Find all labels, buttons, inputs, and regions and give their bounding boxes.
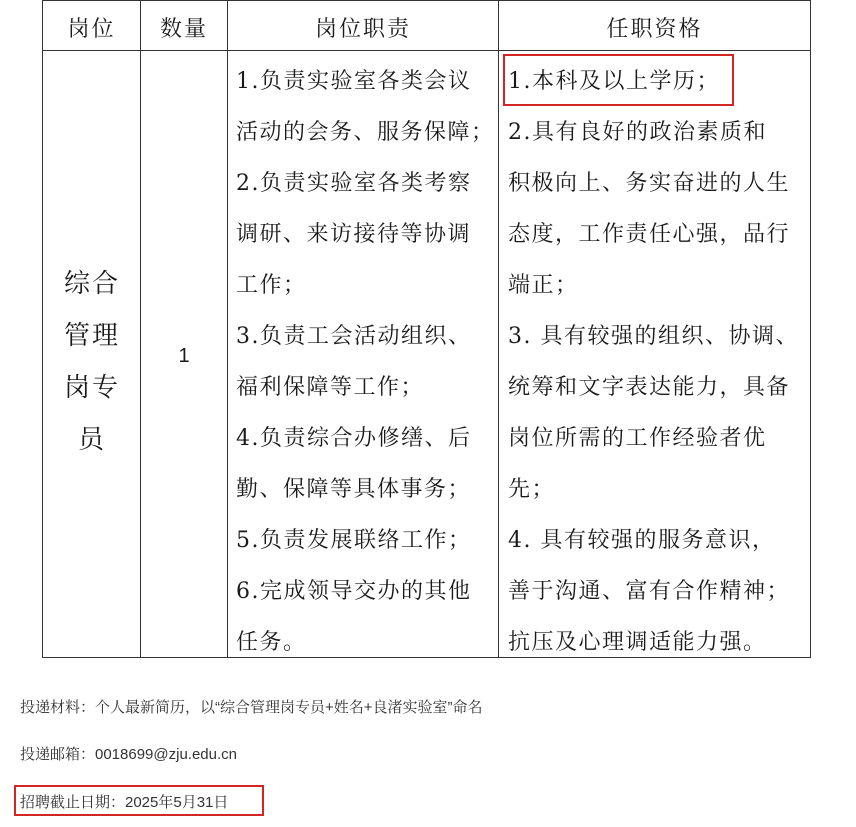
qualification-line: 1.本科及以上学历；	[508, 69, 720, 94]
duty-line: 4.负责综合办修缮、后	[236, 426, 472, 451]
duty-line: 工作；	[236, 273, 307, 298]
application-email: 投递邮箱：0018699@zju.edu.cn	[20, 746, 238, 763]
qualification-line: 4. 具有较强的服务意识，	[508, 528, 776, 553]
header-qualifications: 任职资格	[606, 17, 703, 42]
position-name-line: 岗专	[63, 373, 120, 403]
position-count: 1	[178, 345, 190, 367]
position-name-line: 员	[77, 425, 106, 455]
table-border-right	[810, 0, 811, 658]
column-divider	[227, 0, 228, 658]
position-name-line: 管理	[63, 321, 120, 351]
deadline-highlight-box	[14, 785, 264, 816]
qualification-line: 态度，工作责任心强，品行	[508, 222, 791, 247]
column-divider	[140, 0, 141, 658]
duty-line: 2.负责实验室各类考察	[236, 171, 472, 196]
duty-line: 活动的会务、服务保障；	[236, 120, 495, 145]
header-duties: 岗位职责	[314, 17, 411, 42]
education-highlight-box	[503, 54, 734, 106]
duty-line: 福利保障等工作；	[236, 375, 425, 400]
qualification-line: 抗压及心理调适能力强。	[508, 630, 767, 655]
application-deadline: 招聘截止日期：2025年5月31日	[20, 794, 229, 811]
qualification-line: 积极向上、务实奋进的人生	[508, 171, 791, 196]
duty-line: 任务。	[236, 630, 307, 655]
duty-line: 1.负责实验室各类会议	[236, 69, 472, 94]
column-divider	[498, 0, 499, 658]
qualification-line: 先；	[508, 477, 556, 502]
qualification-line: 岗位所需的工作经验者优	[508, 426, 767, 451]
table-border-top	[42, 0, 811, 1]
qualifications-cell	[508, 56, 799, 668]
table-header-divider	[42, 50, 811, 51]
table-border-left	[42, 0, 43, 658]
duty-line: 调研、来访接待等协调	[236, 222, 472, 247]
qualification-line: 善于沟通、富有合作精神；	[508, 579, 791, 604]
qualification-line: 3. 具有较强的组织、协调、	[508, 324, 799, 349]
duty-line: 5.负责发展联络工作；	[236, 528, 472, 553]
qualification-line: 统筹和文字表达能力，具备	[508, 375, 791, 400]
duty-line: 3.负责工会活动组织、	[236, 324, 472, 349]
qualification-line: 2.具有良好的政治素质和	[508, 120, 767, 145]
application-materials: 投递材料：个人最新简历，以“综合管理岗专员+姓名+良渚实验室”命名	[20, 699, 483, 716]
position-name-line: 综合	[63, 269, 120, 299]
duty-line: 勤、保障等具体事务；	[236, 477, 472, 502]
position-name	[44, 258, 140, 466]
duty-line: 6.完成领导交办的其他	[236, 579, 472, 604]
duties-cell	[236, 56, 495, 668]
qualification-line: 端正；	[508, 273, 579, 298]
header-position: 岗位	[67, 17, 116, 42]
header-count: 数量	[159, 17, 208, 42]
